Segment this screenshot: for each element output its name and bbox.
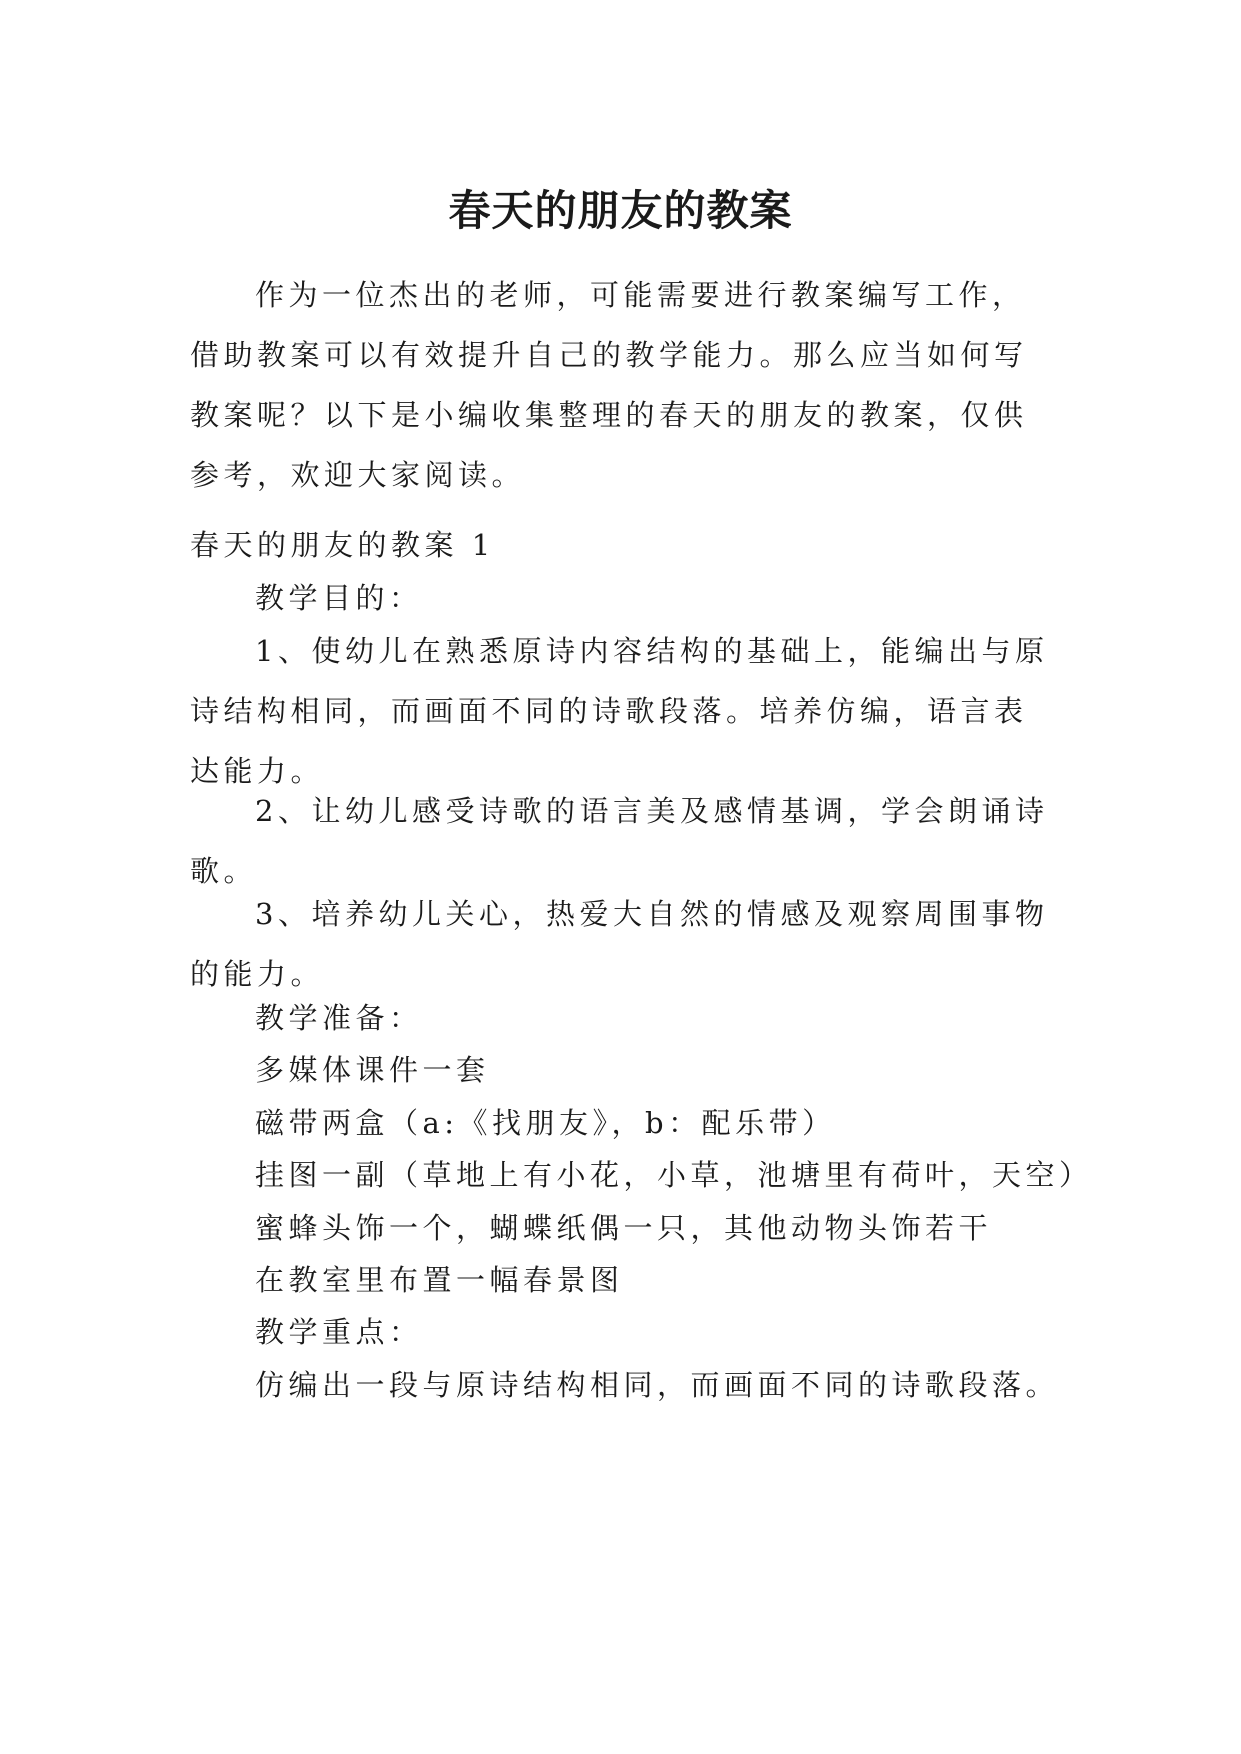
focus-label: 教学重点：: [255, 1315, 423, 1349]
prep-item-4: 蜜蜂头饰一个，蝴蝶纸偶一只，其他动物头饰若干: [255, 1211, 993, 1245]
prep-label: 教学准备：: [255, 1001, 423, 1035]
page-title: 春天的朋友的教案: [448, 186, 793, 236]
goal-item-1: 1、使幼儿在熟悉原诗内容结构的基础上，能编出与原诗结构相同，而画面不同的诗歌段落。培养仿编，语言表达能力。: [190, 634, 1049, 788]
goal-item-2: 2、让幼儿感受诗歌的语言美及感情基调，学会朗诵诗歌。: [190, 794, 1049, 888]
focus-text: 仿编出一段与原诗结构相同，而画面不同的诗歌段落。: [255, 1368, 1060, 1402]
section-heading: 春天的朋友的教案 1: [190, 528, 495, 562]
prep-item-2: 磁带两盒（a:《找朋友》，b：配乐带）: [255, 1106, 836, 1140]
prep-item-5: 在教室里布置一幅春景图: [255, 1263, 624, 1297]
prep-item-3: 挂图一副（草地上有小花，小草，池塘里有荷叶，天空）: [255, 1158, 1093, 1192]
prep-item-1: 多媒体课件一套: [255, 1053, 490, 1087]
goal-item-3: 3、培养幼儿关心，热爱大自然的情感及观察周围事物的能力。: [190, 897, 1049, 991]
goals-label: 教学目的：: [255, 581, 423, 615]
intro-paragraph: 作为一位杰出的老师，可能需要进行教案编写工作，借助教案可以有效提升自己的教学能力。那么应当如何写教案呢？以下是小编收集整理的春天的朋友的教案，仅供参考，欢迎大家阅读。: [190, 278, 1028, 492]
